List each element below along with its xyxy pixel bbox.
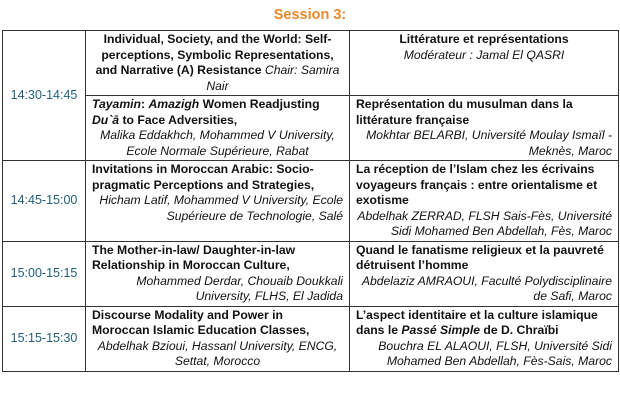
- session-schedule-table: [2, 30, 619, 372]
- fr-talk: [350, 241, 619, 306]
- table-row: [3, 306, 619, 371]
- en-panel-title: Individual, Society, and the World: Self-perceptions, Symbolic Representations, and Narrative (A): [95, 32, 334, 77]
- table-row: [3, 31, 619, 96]
- fr-talk: [350, 161, 619, 242]
- time-slot: 14:45-15:00: [3, 161, 86, 242]
- fr-talk-authors: Abdelaziz AMRAOUI, Faculté Polydisciplinaire de Safi, Maroc: [361, 273, 612, 303]
- fr-panel-header: [350, 31, 619, 96]
- fr-panel-moderator: Modérateur : Jamal El QASRI: [403, 47, 565, 62]
- en-panel-chair: Chair: Samira Nair: [206, 63, 340, 93]
- time-slot: 15:00-15:15: [3, 241, 86, 306]
- en-talk: [86, 306, 350, 371]
- en-panel-resistance: Resistance: [197, 63, 262, 77]
- table-row: [3, 96, 619, 161]
- en-talk-title: Tayamin: Amazigh Women Readjusting Du`ā to Face Adversities,: [92, 97, 320, 127]
- fr-talk: [350, 306, 619, 371]
- table-row: [3, 161, 619, 242]
- en-talk-authors: Hicham Latif, Mohammed V University, Ecole Supérieure de Technologie, Salé: [99, 193, 343, 223]
- fr-talk-title: Représentation du musulman dans la littérature française: [356, 97, 573, 127]
- en-talk-title: Discourse Modality and Power in Moroccan Islamic Education Classes,: [92, 307, 310, 337]
- fr-talk-authors: Abdelhak ZERRAD, FLSH Sais-Fès, Université Sidi Mohamed Ben Abdellah, Fès, Maroc: [357, 208, 612, 238]
- time-slot: 15:15-15:30: [3, 306, 86, 371]
- fr-talk-authors: Mokhtar BELARBI, Université Moulay Ismaïl -Meknès, Maroc: [366, 128, 612, 158]
- fr-talk-title: L’aspect identitaire et la culture islamique dans le Passé Simple de D. Chraïbi: [356, 307, 598, 337]
- en-panel-header: [86, 31, 350, 96]
- en-talk-authors: Abdelhak Bzioui, Hassanl University, ENCG, Settat, Morocco: [97, 338, 338, 368]
- table-row: [3, 241, 619, 306]
- en-talk-title: Invitations in Moroccan Arabic: Socio-pragmatic Perceptions and Strategies,: [92, 162, 315, 192]
- en-talk-authors: Mohammed Derdar, Chouaib Doukkali University, FLHS, El Jadida: [136, 273, 343, 303]
- fr-talk-title: Quand le fanatisme religieux et la pauvreté détruisent l’homme: [356, 242, 604, 272]
- fr-talk-authors: Bouchra EL ALAOUI, FLSH, Université Sidi Mohamed Ben Abdellah, Fès-Sais, Maroc: [378, 338, 612, 368]
- fr-talk-title: La réception de l’Islam chez les écrivains voyageurs français : entre orientalisme et exotisme: [356, 162, 598, 207]
- en-talk: [86, 241, 350, 306]
- fr-panel-title: Littérature et représentations: [399, 32, 569, 46]
- time-slot: 14:30-14:45: [3, 31, 86, 161]
- fr-talk: [350, 96, 619, 161]
- session-title: Session 3:: [273, 7, 347, 23]
- en-talk: [86, 161, 350, 242]
- en-talk: [86, 96, 350, 161]
- en-talk-title: The Mother-in-law/ Daughter-in-law Relationship in Moroccan Culture,: [92, 242, 296, 272]
- en-talk-authors: Malika Eddakhch, Mohammed V University, Ecole Normale Supérieure, Rabat: [100, 128, 335, 158]
